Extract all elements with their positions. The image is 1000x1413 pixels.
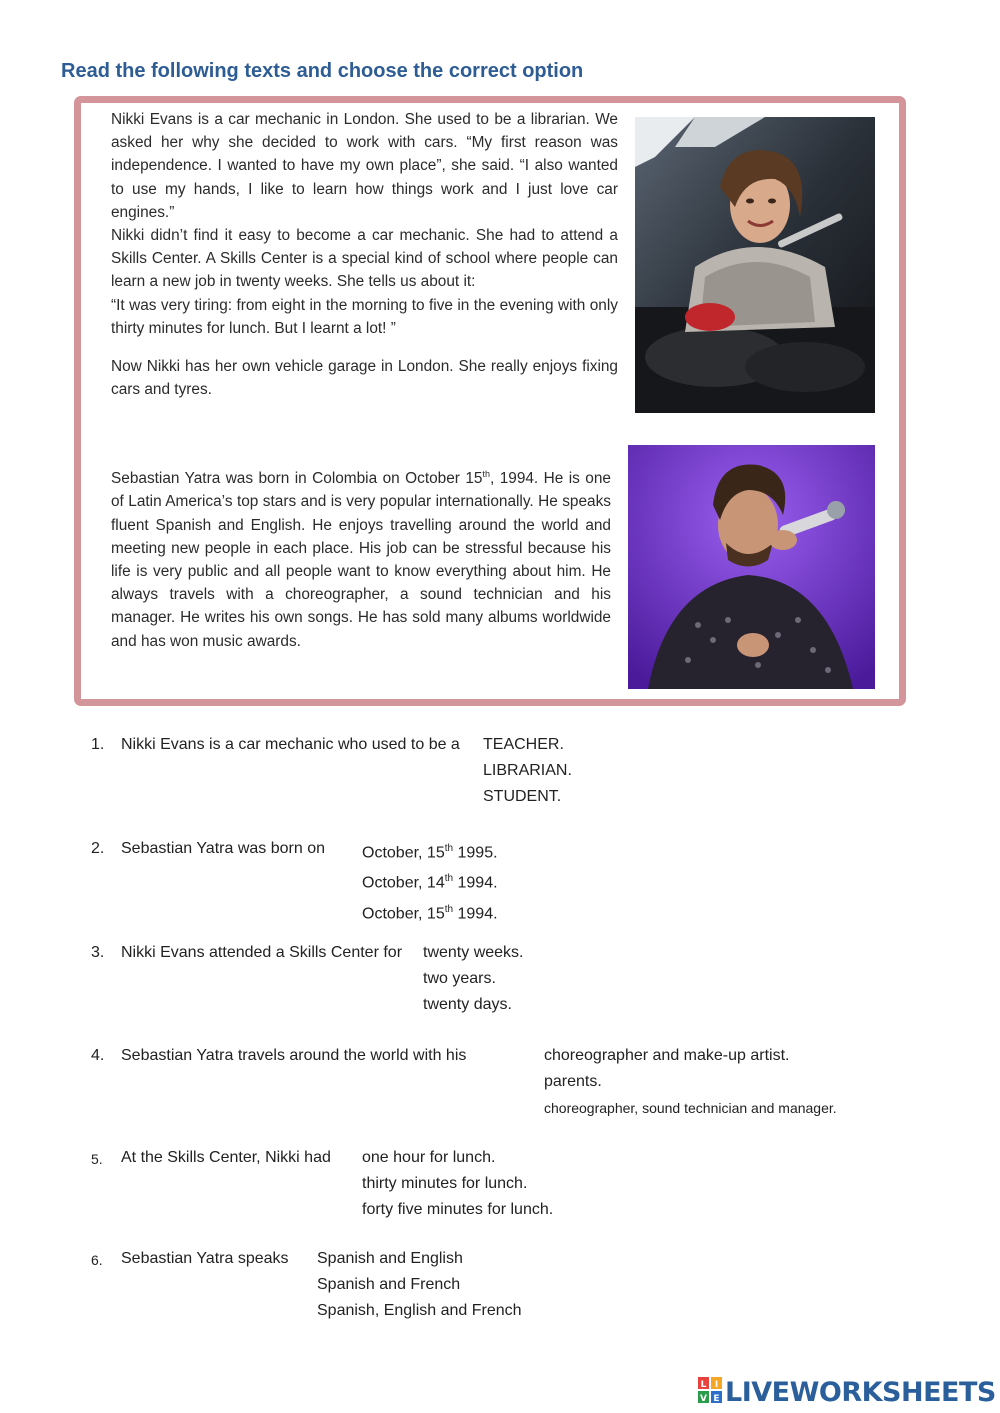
- question-2-options: [362, 836, 498, 927]
- answer-option[interactable]: Spanish, English and French: [317, 1302, 522, 1319]
- liveworksheets-logo: [698, 1375, 996, 1409]
- answer-option[interactable]: Spanish and English: [317, 1250, 463, 1267]
- question-number: 2.: [91, 840, 105, 857]
- question-6-options: [317, 1246, 522, 1324]
- page-title: Read the following texts and choose the correct option: [61, 60, 584, 82]
- answer-option[interactable]: choreographer and make-up artist.: [544, 1047, 790, 1064]
- question-number: 1.: [91, 736, 105, 753]
- question-number: 3.: [91, 944, 105, 961]
- question-number: 4.: [91, 1047, 105, 1064]
- question-3-options: [423, 940, 523, 1018]
- answer-option[interactable]: parents.: [544, 1073, 602, 1090]
- svg-text:V: V: [700, 1393, 707, 1403]
- svg-text:E: E: [713, 1393, 720, 1403]
- sebastian-singer-photo: [628, 445, 875, 689]
- answer-option[interactable]: twenty weeks.: [423, 944, 524, 961]
- svg-text:I: I: [714, 1379, 719, 1390]
- sebastian-text: [111, 463, 611, 653]
- nikki-paragraph-3: “It was very tiring: from eight in the morning to five in the evening with only thirty minutes for lunch. But I learnt a lot! ”: [111, 296, 618, 337]
- question-1-options: [483, 732, 572, 810]
- question-text: At the Skills Center, Nikki had: [121, 1149, 331, 1166]
- answer-option[interactable]: October, 15th 1994.: [362, 903, 498, 922]
- nikki-paragraph-4: Now Nikki has her own vehicle garage in London. She really enjoys fixing cars and tyres.: [111, 358, 618, 399]
- answer-option[interactable]: STUDENT.: [483, 788, 562, 805]
- answer-option[interactable]: Spanish and French: [317, 1276, 461, 1293]
- liveworksheets-logo-icon: [698, 1377, 722, 1408]
- logo-text: LIVEWORKSHEETS: [725, 1376, 996, 1408]
- answer-option[interactable]: forty five minutes for lunch.: [362, 1201, 554, 1218]
- sebastian-paragraph-1: Sebastian Yatra was born in Colombia on October 15th, 1994. He is one of Latin America’s top stars and is very popular internationally. He speaks fluent Spanish and English. He enjoys travelling around the world and meeting new people in each place. His job can be stressful because his life is very public and all people want to know everything about him. He always travels with a choreographer, a sound technician and his manager. He writes his own songs. He has sold many albums worldwide and has won music awards.: [111, 469, 611, 650]
- answer-option[interactable]: October, 15th 1995.: [362, 843, 498, 862]
- question-text: Sebastian Yatra travels around the world with his: [121, 1047, 467, 1064]
- question-text: Nikki Evans is a car mechanic who used to be a: [121, 736, 460, 753]
- answer-option[interactable]: TEACHER.: [483, 736, 564, 753]
- nikki-mechanic-photo: [635, 117, 875, 413]
- answer-option[interactable]: October, 14th 1994.: [362, 873, 498, 892]
- question-text: Nikki Evans attended a Skills Center for: [121, 944, 403, 961]
- answer-option[interactable]: twenty days.: [423, 996, 512, 1013]
- question-text: Sebastian Yatra was born on: [121, 840, 325, 857]
- nikki-paragraph-2: Nikki didn’t find it easy to become a car mechanic. She had to attend a Skills Center. A Skills Center is a special kind of school where people can learn a new job in twenty weeks. She tells us about it:: [111, 227, 618, 291]
- svg-text:L: L: [700, 1379, 707, 1390]
- nikki-paragraph-1: Nikki Evans is a car mechanic in London. She used to be a librarian. We asked her why she decided to work with cars. “My first reason was independence. I wanted to have my own place”, she said. “I also wanted to use my hands, I like to learn how things work and I just love car engines.”: [111, 111, 618, 221]
- answer-option[interactable]: two years.: [423, 970, 496, 987]
- answer-option[interactable]: thirty minutes for lunch.: [362, 1175, 528, 1192]
- question-5-options: [362, 1145, 553, 1223]
- nikki-text: [111, 108, 618, 401]
- question-number: 6.: [91, 1252, 103, 1268]
- question-text: Sebastian Yatra speaks: [121, 1250, 289, 1267]
- question-number: 5.: [91, 1151, 103, 1167]
- answer-option[interactable]: one hour for lunch.: [362, 1149, 496, 1166]
- answer-option[interactable]: choreographer, sound technician and manager.: [544, 1100, 837, 1116]
- question-4-options: [544, 1043, 837, 1121]
- answer-option[interactable]: LIBRARIAN.: [483, 762, 572, 779]
